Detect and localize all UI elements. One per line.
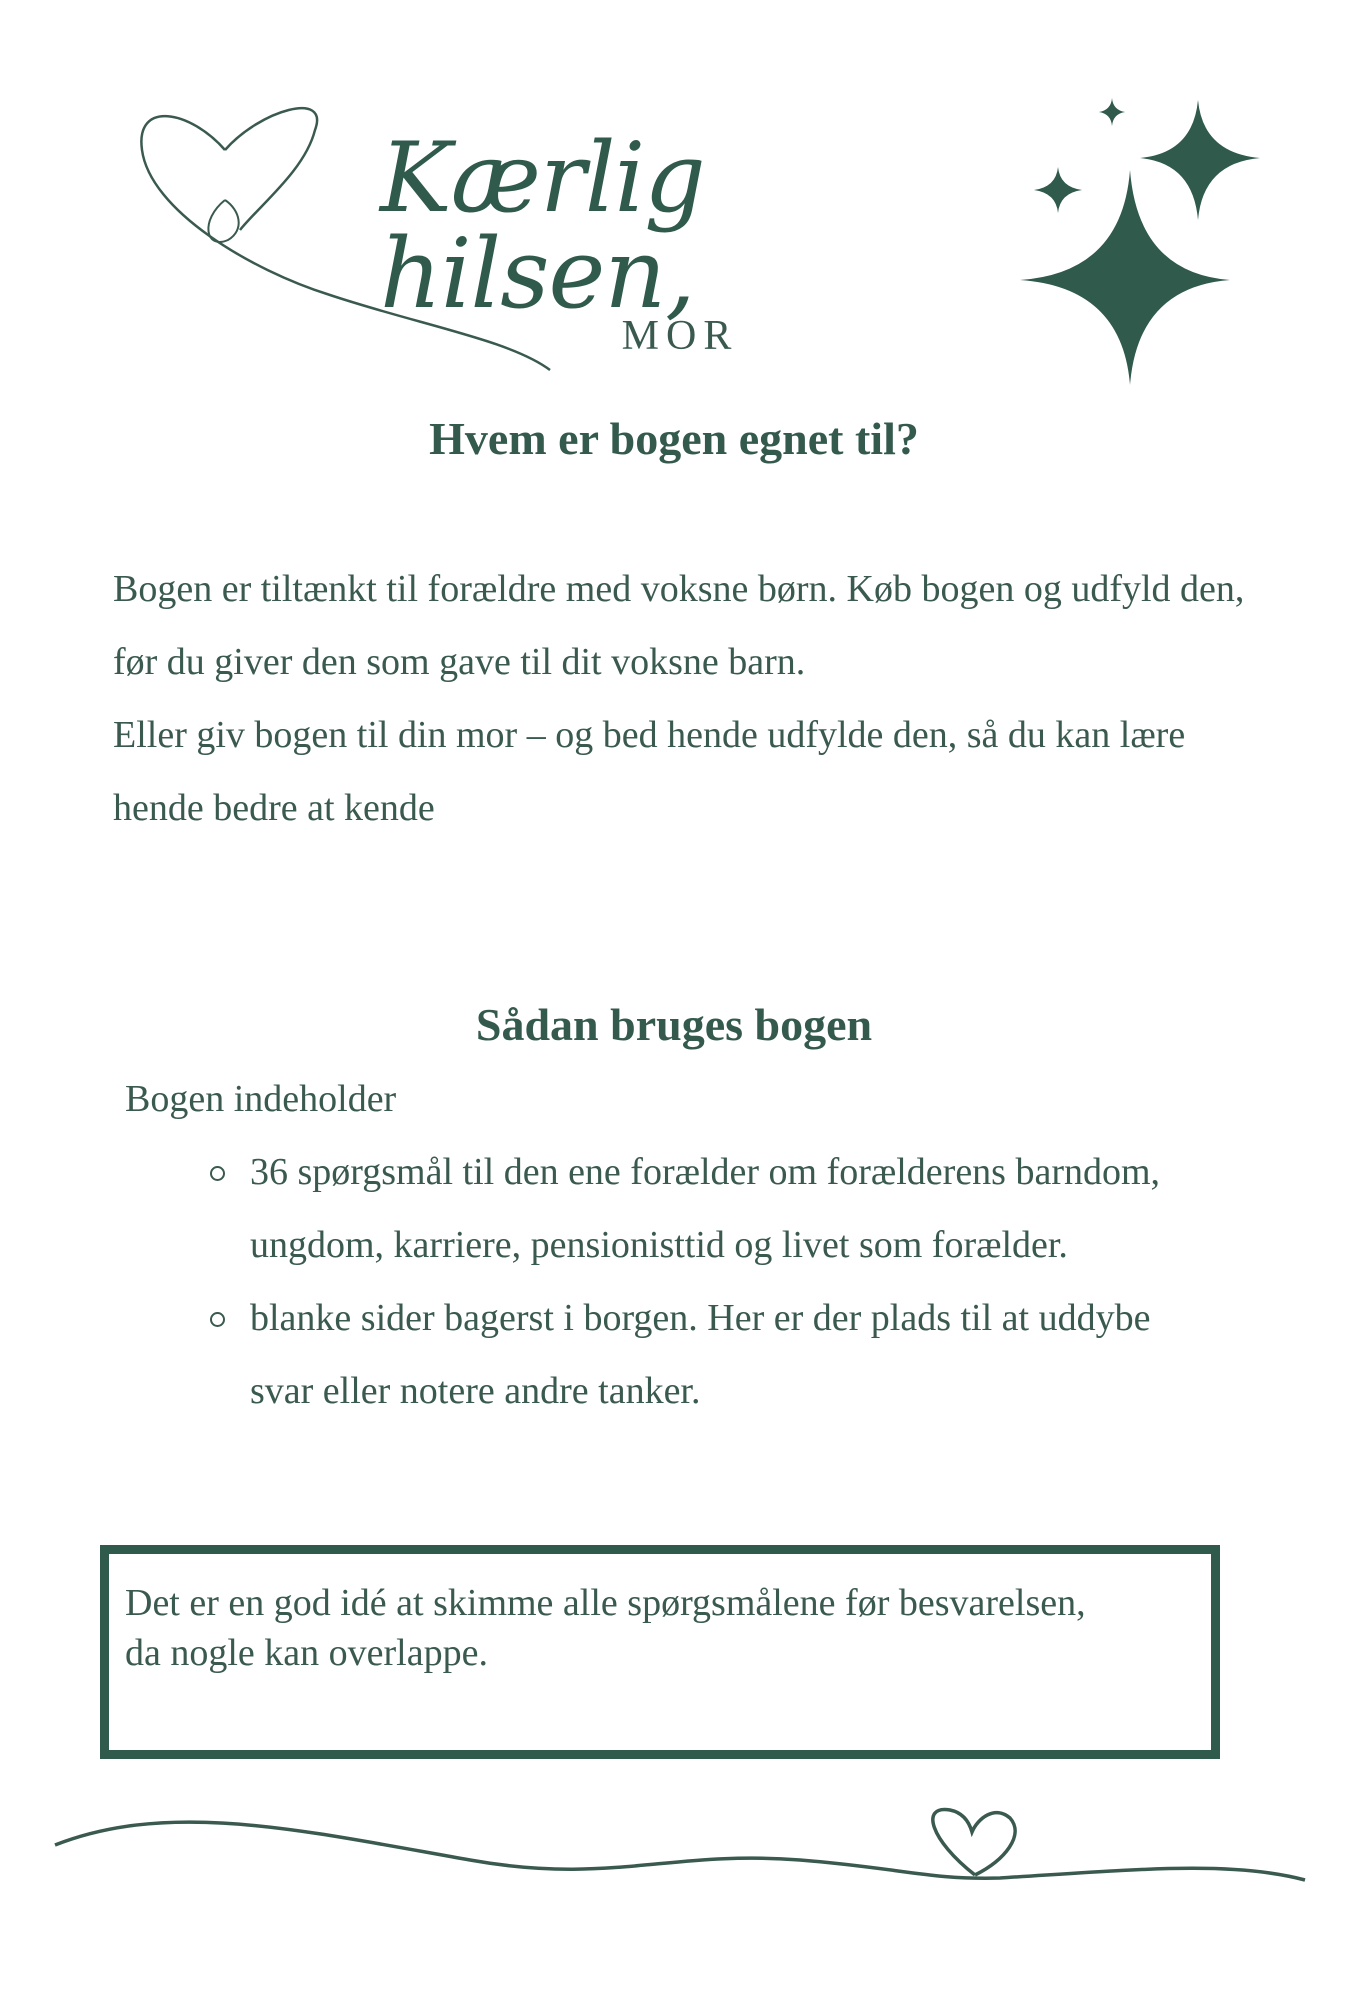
intro-text [113, 553, 1253, 845]
heart-wave-icon [50, 1800, 1310, 1900]
list-item-text: blanke sider bagerst i borgen. Her er der plads til at uddybe svar eller notere andre tanker. [250, 1297, 1151, 1412]
note-text: Det er en god idé at skimme alle spørgsmålene før besvarelsen, da nogle kan overlappe. [125, 1582, 1086, 1674]
section-heading-usage: Sådan bruges bogen [475, 999, 873, 1050]
bullet-circle-icon [210, 1166, 225, 1181]
contents-list [205, 1136, 1215, 1428]
intro-paragraph-alt: Eller giv bogen til din mor – og bed hende udfylde den, så du kan lære hende bedre at kende [113, 714, 1186, 829]
subtitle: MOR [621, 313, 739, 359]
sparkles-icon [1020, 95, 1270, 385]
bullet-circle-icon [210, 1312, 225, 1327]
contents-intro: Bogen indeholder [125, 1078, 397, 1120]
intro-paragraph: Bogen er tiltænkt til forældre med voksne børn. Køb bogen og udfyld den, før du giver den som gave til dit voksne barn. [113, 568, 1245, 683]
section-heading-audience: Hvem er bogen egnet til? [429, 413, 919, 464]
list-item [205, 1282, 1215, 1428]
list-item [205, 1136, 1215, 1282]
list-item-text: 36 spørgsmål til den ene forælder om forælderens barndom, ungdom, karriere, pensionisttid og livet som forælder. [250, 1151, 1161, 1266]
script-title: Kærlig hilsen, [380, 122, 705, 330]
